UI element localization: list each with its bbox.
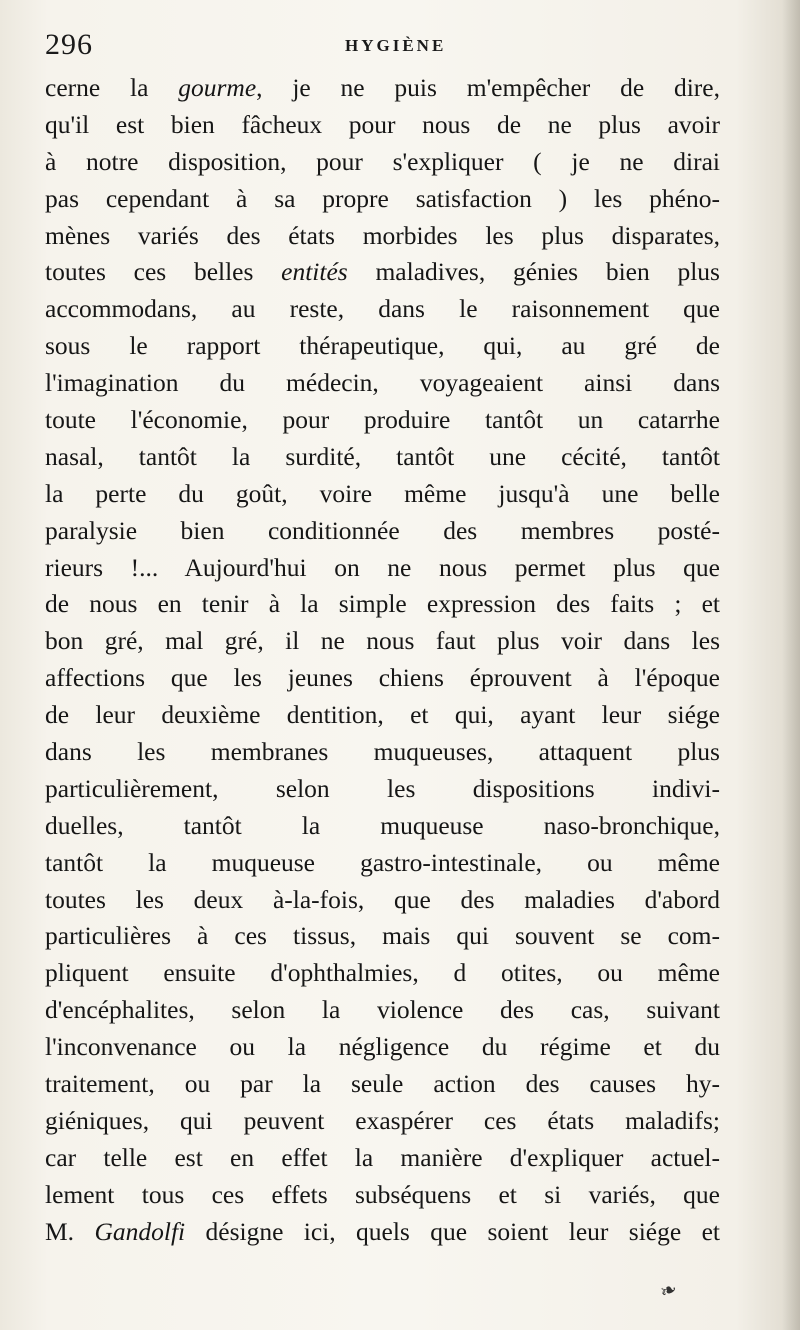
running-head: HYGIÈNE [345, 36, 447, 55]
text-line: lement tous ces effets subséquens et si variés, que [45, 1179, 720, 1209]
text-line: toutes les deux à-la-fois, que des maladies d'abord [45, 884, 720, 914]
text-line: nasal, tantôt la surdité, tantôt une cécité, tantôt [45, 441, 720, 471]
text-line: accommodans, au reste, dans le raisonnement que [45, 294, 720, 324]
text-line: paralysie bien conditionnée des membres posté- [45, 515, 720, 545]
text-line: l'imagination du médecin, voyageaient ainsi dans [45, 368, 720, 398]
text-line: particulières à ces tissus, mais qui souvent se com- [45, 921, 720, 951]
text-line: cerne la gourme, je ne puis m'empêcher de dire, [45, 73, 720, 102]
text-line: giéniques, qui peuvent exaspérer ces états maladifs; [45, 1105, 720, 1135]
text-line: particulièrement, selon les dispositions indivi- [45, 773, 720, 803]
text-line: pliquent ensuite d'ophthalmies, d otites, ou même [45, 958, 720, 988]
text-line: la perte du goût, voire même jusqu'à une belle [45, 478, 720, 508]
text-line: duelles, tantôt la muqueuse naso-bronchique, [45, 810, 720, 840]
italic-term: Gandolfi [94, 1216, 186, 1246]
text-line: toute l'économie, pour produire tantôt un catarrhe [45, 405, 720, 435]
text-line: traitement, ou par la seule action des causes hy- [45, 1069, 720, 1099]
text-line: car telle est en effet la manière d'expliquer actuel- [45, 1142, 720, 1172]
text-line: toutes ces belles entités maladives, génies bien plus [45, 257, 720, 287]
ink-mark: ❧ [656, 1275, 681, 1305]
text-line: de nous en tenir à la simple expression des faits ; et [45, 589, 720, 619]
text-line: qu'il est bien fâcheux pour nous de ne plus avoir [45, 109, 720, 139]
text-line: rieurs !... Aujourd'hui on ne nous permet plus que [45, 552, 720, 582]
text-line: à notre disposition, pour s'expliquer ( je ne dirai [45, 146, 720, 176]
text-line: de leur deuxième dentition, et qui, ayant leur siége [45, 700, 720, 730]
page-edge-shadow [782, 0, 800, 1330]
text-line: affections que les jeunes chiens éprouvent à l'époque [45, 663, 720, 693]
page-number: 296 [45, 28, 93, 61]
text-line: mènes variés des états morbides les plus disparates, [45, 220, 720, 250]
text-line: dans les membranes muqueuses, attaquent plus [45, 737, 720, 767]
text-line: bon gré, mal gré, il ne nous faut plus voir dans les [45, 626, 720, 656]
text-line: sous le rapport thérapeutique, qui, au gré de [45, 331, 720, 361]
text-line: tantôt la muqueuse gastro-intestinale, ou même [45, 847, 720, 877]
body-text [45, 70, 720, 1251]
italic-term: gourme [178, 73, 257, 102]
text-line: pas cependant à sa propre satisfaction ) les phéno- [45, 183, 720, 213]
page-header [45, 28, 715, 68]
text-line: d'encéphalites, selon la violence des cas, suivant [45, 995, 720, 1025]
text-line: l'inconvenance ou la négligence du régime et du [45, 1032, 720, 1062]
text-line: M. Gandolfi désigne ici, quels que soient leur siége et [45, 1216, 720, 1246]
italic-term: entités [281, 257, 348, 287]
